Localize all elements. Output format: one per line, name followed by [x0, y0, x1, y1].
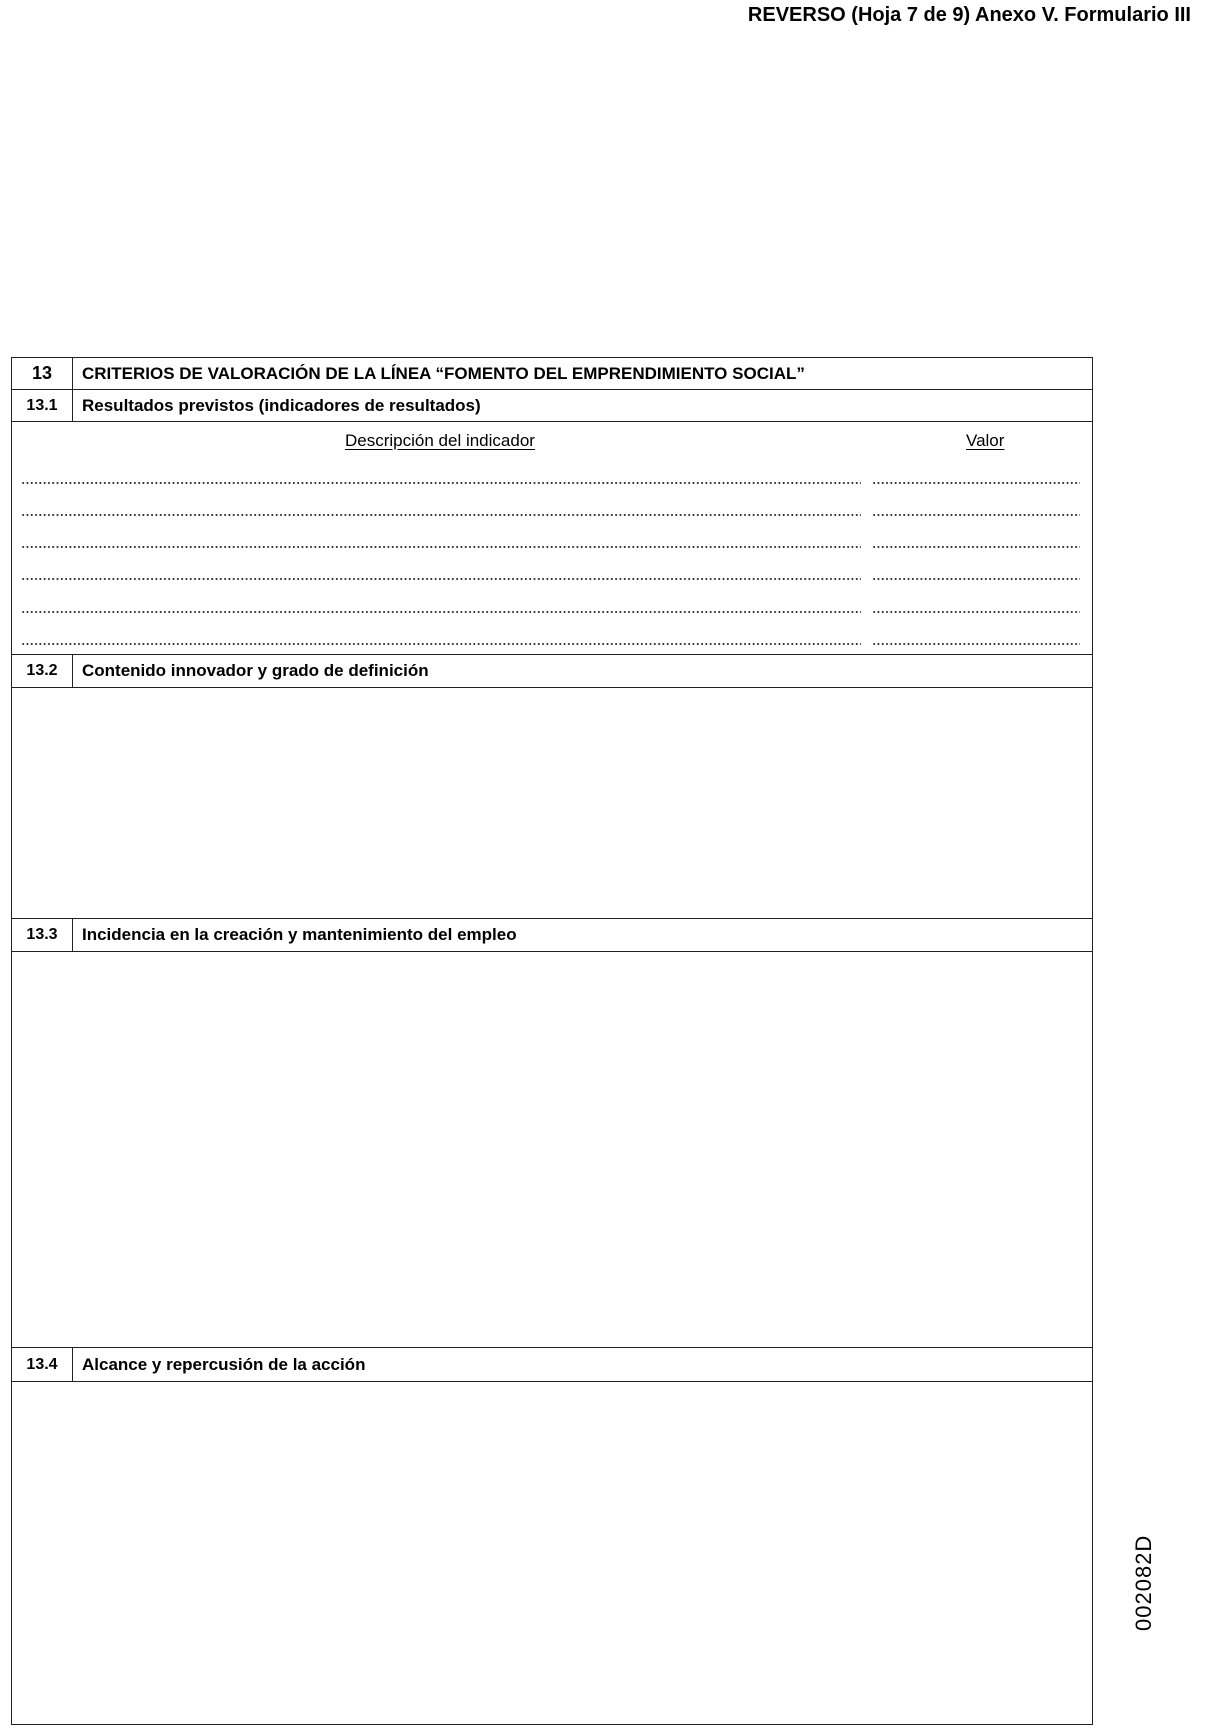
indicator-value-field[interactable]	[872, 578, 1080, 580]
indicator-description-field[interactable]	[21, 643, 861, 645]
subsection-title: Contenido innovador y grado de definición	[82, 661, 429, 680]
subsection-13-4-header	[12, 1347, 1092, 1382]
indicator-description-field[interactable]	[21, 546, 861, 548]
value-column-header: Valor	[966, 431, 1005, 450]
employment-content-area[interactable]	[12, 952, 1092, 1347]
subsection-title: Incidencia en la creación y mantenimiento del empleo	[82, 925, 517, 944]
indicator-value-field[interactable]	[872, 611, 1080, 613]
description-column-header: Descripción del indicador	[345, 431, 535, 450]
indicator-description-field[interactable]	[21, 611, 861, 613]
innovation-content-area[interactable]	[12, 688, 1092, 918]
section-title: CRITERIOS DE VALORACIÓN DE LA LÍNEA “FOMENTO DEL EMPRENDIMIENTO SOCIAL”	[82, 363, 805, 383]
page-header: REVERSO (Hoja 7 de 9) Anexo V. Formulario III	[747, 4, 1191, 26]
subsection-13-2-header	[12, 654, 1092, 688]
section-number: 13	[12, 358, 73, 389]
indicator-value-field[interactable]	[872, 643, 1080, 645]
indicator-description-field[interactable]	[21, 514, 861, 516]
subsection-number: 13.3	[12, 919, 73, 951]
subsection-title: Alcance y repercusión de la acción	[82, 1354, 366, 1374]
indicator-table	[12, 423, 1092, 655]
subsection-title: Resultados previstos (indicadores de resultados)	[82, 395, 481, 415]
subsection-13-3-header	[12, 918, 1092, 952]
subsection-13-1-header	[12, 390, 1092, 422]
indicator-value-field[interactable]	[872, 482, 1080, 484]
subsection-number: 13.2	[12, 655, 73, 687]
indicator-value-field[interactable]	[872, 546, 1080, 548]
section-13-header	[12, 358, 1092, 390]
subsection-number: 13.1	[12, 390, 73, 421]
criteria-form	[11, 357, 1093, 1725]
form-code: 002082D	[1131, 1534, 1156, 1632]
indicator-description-field[interactable]	[21, 578, 861, 580]
scope-content-area[interactable]	[12, 1382, 1092, 1722]
indicator-value-field[interactable]	[872, 514, 1080, 516]
indicator-description-field[interactable]	[21, 482, 861, 484]
subsection-number: 13.4	[12, 1348, 73, 1381]
